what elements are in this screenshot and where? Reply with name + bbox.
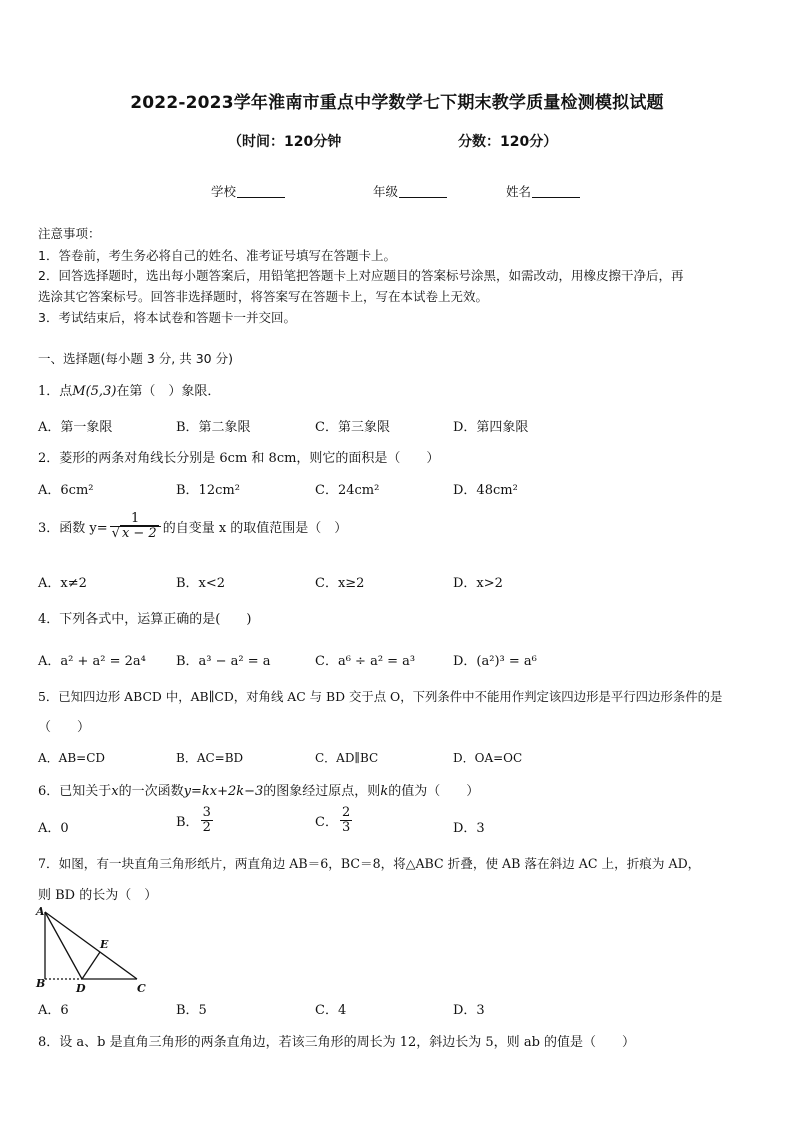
notice-item: 3．考试结束后，将本试卷和答题卡一并交回。 <box>38 310 296 325</box>
q6-function: y=kx+2k−3 <box>183 784 264 799</box>
label-b: B <box>36 977 46 990</box>
notice-heading: 注意事项： <box>38 226 101 241</box>
q6-option-a[interactable]: A．0 <box>38 821 69 836</box>
q3-denominator: √ x − 2 <box>110 526 161 541</box>
q3-option-b[interactable]: B．x<2 <box>176 576 226 591</box>
q1-option-c[interactable]: C．第三象限 <box>315 420 390 435</box>
q1-option-a[interactable]: A．第一象限 <box>38 420 113 435</box>
q6-option-b[interactable] <box>176 806 215 836</box>
q6-option-c-fraction <box>340 806 352 836</box>
name-label: 姓名 <box>506 184 532 199</box>
q3-option-a[interactable]: A．x≠2 <box>38 576 87 591</box>
question-7: 7．如图，有一块直角三角形纸片，两直角边 AB＝6，BC＝8，将△ABC 折叠，使 AB 落在斜边 AC 上，折痕为 AD， <box>38 856 701 871</box>
q1-point: M(5,3) <box>72 384 117 399</box>
question-6 <box>38 780 479 799</box>
q6-option-b-label: B． <box>176 815 199 831</box>
q5-option-d[interactable]: D．OA=OC <box>453 751 523 765</box>
name-blank[interactable] <box>532 185 580 198</box>
q6-option-d[interactable]: D．3 <box>453 821 485 836</box>
q6-option-c[interactable] <box>315 806 354 836</box>
q1-pre: 1．点 <box>38 384 73 399</box>
q4-option-a[interactable]: A．a² + a² = 2a⁴ <box>38 654 146 669</box>
q7-option-b[interactable]: B．5 <box>176 1003 207 1018</box>
q6-mid: 的一次函数 <box>118 784 184 799</box>
q3-numerator: 1 <box>131 511 140 526</box>
q1-post: 在第（ ）象限． <box>116 384 221 399</box>
notice-item: 选涂其它答案标号。回答非选择题时，将答案写在答题卡上，写在本试卷上无效。 <box>38 289 489 304</box>
q2-option-d[interactable]: D．48cm² <box>453 483 518 498</box>
q7-option-c[interactable]: C．4 <box>315 1003 347 1018</box>
q3-radicand: x − 2 <box>121 526 157 542</box>
q3-post: 的自变量 x 的取值范围是（ ） <box>162 521 348 537</box>
q6-option-c-label: C． <box>315 815 338 831</box>
q4-option-b[interactable]: B．a³ − a² = a <box>176 654 271 669</box>
q1-option-b[interactable]: B．第二象限 <box>176 420 251 435</box>
school-field <box>211 182 285 200</box>
question-3 <box>38 512 347 542</box>
q6-b-denominator: 2 <box>202 820 211 836</box>
q6-post: 的图象经过原点，则 <box>263 784 381 799</box>
q6-k: k <box>380 784 389 799</box>
question-4: 4．下列各式中，运算正确的是( ) <box>38 612 252 627</box>
question-5: 5．已知四边形 ABCD 中，AB∥CD，对角线 AC 与 BD 交于点 O，下列条件中不能用作判定该四边形是平行四边形条件的是 <box>38 689 723 704</box>
exam-time: （时间：120分钟 <box>228 134 342 150</box>
q5-option-a[interactable]: A．AB=CD <box>38 751 106 765</box>
q7-option-d[interactable]: D．3 <box>453 1003 485 1018</box>
q3-option-d[interactable]: D．x>2 <box>453 576 503 591</box>
q3-option-c[interactable]: C．x≥2 <box>315 576 365 591</box>
question-8: 8．设 a、b 是直角三角形的两条直角边，若该三角形的周长为 12，斜边长为 5，则 ab 的值是（ ） <box>38 1035 636 1050</box>
q6-pre: 6．已知关于 <box>38 784 112 799</box>
q2-option-a[interactable]: A．6cm² <box>38 483 94 498</box>
q4-option-d[interactable]: D．(a²)³ = a⁶ <box>453 654 537 669</box>
question-2: 2．菱形的两条对角线长分别是 6cm 和 8cm，则它的面积是（ ） <box>38 451 440 466</box>
edge-de <box>82 952 100 979</box>
label-e: E <box>100 938 109 951</box>
q6-c-denominator: 3 <box>341 820 351 836</box>
edge-ac <box>45 912 137 979</box>
q6-x: x <box>111 784 119 799</box>
label-c: C <box>137 982 146 995</box>
question-1 <box>38 380 220 399</box>
q6-end: 的值为（ ） <box>388 784 480 799</box>
grade-blank[interactable] <box>399 185 447 198</box>
q2-option-c[interactable]: C．24cm² <box>315 483 380 498</box>
question-5-cont: （ ） <box>38 720 91 735</box>
q3-pre: 3．函数 y= <box>38 521 108 537</box>
grade-label: 年级 <box>373 184 399 199</box>
label-d: D <box>76 982 86 995</box>
q6-b-numerator: 3 <box>202 805 211 820</box>
triangle-figure <box>34 906 154 996</box>
edge-ad <box>45 912 82 979</box>
name-field <box>506 182 580 200</box>
notice-item: 2．回答选择题时，选出每小题答案后，用铅笔把答题卡上对应题目的答案标号涂黑，如需改动，用橡皮擦干净后，再 <box>38 268 684 283</box>
label-a: A <box>36 906 45 918</box>
question-7-cont: 则 BD 的长为（ ） <box>38 888 158 903</box>
page-title: 2022-2023学年淮南市重点中学数学七下期末教学质量检测模拟试题 <box>130 93 664 113</box>
q2-option-b[interactable]: B．12cm² <box>176 483 240 498</box>
q7-option-a[interactable]: A．6 <box>38 1003 69 1018</box>
q4-option-c[interactable]: C．a⁶ ÷ a² = a³ <box>315 654 416 669</box>
q5-option-c[interactable]: C．AD∥BC <box>315 751 379 765</box>
school-blank[interactable] <box>237 185 285 198</box>
grade-field <box>373 182 447 200</box>
section-heading: 一、选择题(每小题 3 分, 共 30 分) <box>38 351 233 366</box>
q6-c-numerator: 2 <box>341 805 351 820</box>
q3-fraction <box>110 512 161 542</box>
exam-score: 分数：120分） <box>458 134 558 150</box>
school-label: 学校 <box>211 184 237 199</box>
q1-option-d[interactable]: D．第四象限 <box>453 420 529 435</box>
notice-item: 1．答卷前，考生务必将自己的姓名、准考证号填写在答题卡上。 <box>38 248 396 263</box>
q6-option-b-fraction <box>201 806 213 836</box>
q5-option-b[interactable]: B．AC=BD <box>176 751 244 765</box>
